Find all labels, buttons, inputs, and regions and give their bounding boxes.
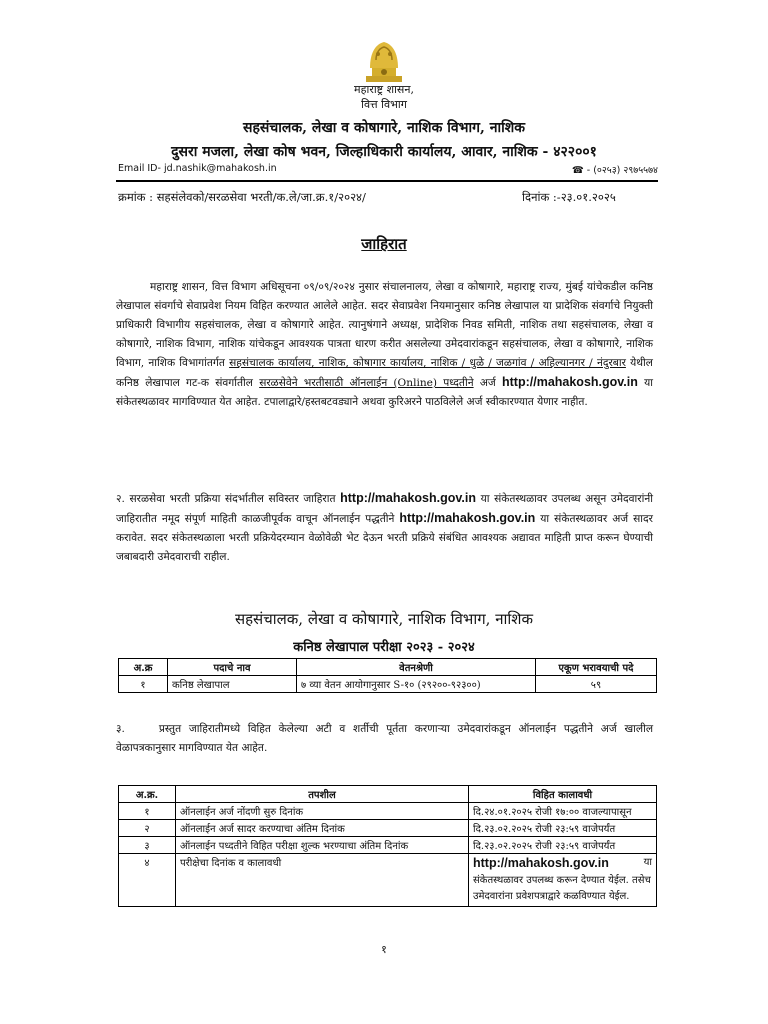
para2-text-c: या संकेतस्थळावर अर्ज सादर करावेत. सदर संकेतस्थळाला भरती प्रक्रियेदरम्यान वेळोवेळी भेट देऊन भरती प्रक्रिये संबंधित आवश्यक अद्यावत माहिती प्राप्त करून घेण्याची जबाबदारी उमेदवाराची राहील. xyxy=(116,513,653,563)
posts-table xyxy=(118,658,657,693)
cell-sr: १ xyxy=(119,676,168,693)
cell-pay-scale: ७ व्या वेतन आयोगानुसार S-१० (२९२००-९२३००) xyxy=(297,676,536,693)
cell-post: कनिष्ठ लेखापाल xyxy=(168,676,297,693)
page-number: १ xyxy=(381,943,387,956)
col-detail: तपशील xyxy=(176,786,469,803)
table-header-row xyxy=(119,659,657,676)
para1-text-b: येथील कनिष्ठ लेखापाल गट-क संवर्गातील xyxy=(116,357,653,389)
para2-number: २. xyxy=(116,493,125,505)
phone-icon: ☎ xyxy=(571,165,584,176)
col-total-posts: एकूण भरावयाची पदे xyxy=(536,659,657,676)
cell-sr: ४ xyxy=(119,854,176,907)
para2-text-b: या संकेतस्थळावर उपलब्ध असून उमेदवारांनी जाहिरातीत नमूद संपूर्ण माहिती काळजीपूर्वक वाचून ऑनलाईन पद्धतीने xyxy=(116,493,653,525)
gov-line-2: वित्त विभाग xyxy=(361,98,407,111)
paragraph-1 xyxy=(116,278,653,412)
table-row xyxy=(119,837,657,854)
office-address: दुसरा मजला, लेखा कोष भवन, जिल्हाधिकारी कार्यालय, आवार, नाशिक - ४२२००१ xyxy=(171,144,597,160)
table-row xyxy=(119,854,657,907)
col-sr: अ.क्र xyxy=(119,659,168,676)
cell-period xyxy=(469,854,657,907)
para1-offices: सहसंचालक कार्यालय, नाशिक, कोषागार कार्यालय, नाशिक / धुळे / जळगांव / अहिल्यानगर / नंदुरबार xyxy=(229,357,626,369)
cell-detail: परीक्षेचा दिनांक व कालावधी xyxy=(176,854,469,907)
col-period: विहित कालावधी xyxy=(469,786,657,803)
phone-block xyxy=(572,163,658,176)
mahakosh-link[interactable]: http://mahakosh.gov.in xyxy=(502,375,638,389)
para1-text-a: महाराष्ट्र शासन, वित्त विभाग अधिसूचना ०९/०९/२०२४ नुसार संचालनालय, लेखा व कोषागारे, महाराष्ट्र राज्य, मुंबई यांचेकडील कनिष्ठ लेखापाल संवर्गाचे सेवाप्रवेश नियम विहित करण्यात आलेले आहेत. सदर सेवाप्रवेश नियमानुसार कनिष्ठ लेखापाल या प्रादेशिक संवर्गाचे नियुक्ती प्राधिकारी विभागीय सहसंचालक, लेखा व कोषागारे आहेत. त्यानुषंगाने अध्यक्ष, प्रादेशिक निवड समिती, नाशिक तथा सहसंचालक, लेखा व कोषागारे, नाशिक विभाग, नाशिक यांचेकडून आवश्यक पात्रता धारण करीत असलेल्या उमेदवारांकडून सहसंचालक, लेखा व कोषागारे, नाशिक विभाग, नाशिक विभागांतर्गत xyxy=(116,281,653,369)
para1-online-mode: सरळसेवेने भरतीसाठी ऑनलाईन (Online) पध्दतीने xyxy=(259,377,474,389)
cell-sr: २ xyxy=(119,820,176,837)
section-office-title: सहसंचालक, लेखा व कोषागारे, नाशिक विभाग, नाशिक xyxy=(234,610,534,628)
para1-text-c: अर्ज xyxy=(473,377,502,389)
schedule-table xyxy=(118,785,657,907)
cell-period: दि.२३.०२.२०२५ रोजी २३:५९ वाजेपर्यंत xyxy=(469,837,657,854)
phone-number: - (०२५३) २९७५५७४ xyxy=(586,165,658,176)
col-pay-scale: वेतनश्रेणी xyxy=(297,659,536,676)
reference-date: दिनांक :-२३.०१.२०२५ xyxy=(522,190,616,204)
ashoka-emblem-icon xyxy=(362,38,406,84)
col-sr: अ.क्र. xyxy=(119,786,176,803)
cell-period: दि.२४.०१.२०२५ रोजी १७:०० वाजल्यापासून xyxy=(469,803,657,820)
cell-detail: ऑनलाईन अर्ज सादर करण्याचा अंतिम दिनांक xyxy=(176,820,469,837)
mahakosh-link[interactable]: http://mahakosh.gov.in xyxy=(340,491,476,505)
table-row xyxy=(119,676,657,693)
table-header-row xyxy=(119,786,657,803)
table-row xyxy=(119,820,657,837)
cell-sr: ३ xyxy=(119,837,176,854)
mahakosh-link[interactable]: http://mahakosh.gov.in xyxy=(473,856,609,870)
header-divider xyxy=(116,180,658,182)
table-row xyxy=(119,803,657,820)
notice-title: जाहिरात xyxy=(361,235,407,253)
cell-detail: ऑनलाईन पध्दतीने विहित परीक्षा शुल्क भरण्याचा अंतिम दिनांक xyxy=(176,837,469,854)
paragraph-3 xyxy=(116,720,653,758)
para1-text-d: या संकेतस्थळावर मागविण्यात येत आहेत. टपालाद्वारे/हस्तबटवड्याने अथवा कुरिअरने पाठविलेले अर्ज स्वीकारण्यात येणार नाहीत. xyxy=(116,377,654,408)
gov-line-1: महाराष्ट्र शासन, xyxy=(354,83,414,96)
cell-total-posts: ५९ xyxy=(536,676,657,693)
reference-number: क्रमांक : सहसंलेवको/सरळसेवा भरती/क.ले/जा.क्र.१/२०२४/ xyxy=(118,190,366,204)
mahakosh-link[interactable]: http://mahakosh.gov.in xyxy=(399,511,536,525)
contact-row xyxy=(118,163,658,174)
period-text-ya: या xyxy=(643,857,652,868)
col-post: पदाचे नाव xyxy=(168,659,297,676)
email-text: Email ID- jd.nashik@mahakosh.in xyxy=(118,163,277,174)
cell-sr: १ xyxy=(119,803,176,820)
paragraph-2 xyxy=(116,489,653,567)
para2-text-a: सरळसेवा भरती प्रक्रिया संदर्भातील सविस्तर जाहिरात xyxy=(129,493,341,505)
period-text-rest: संकेतस्थळावर उपलब्ध करून देण्यात येईल. तसेच उमेदवारांना प्रवेशपत्राद्वारे कळविण्यात येईल. xyxy=(473,875,651,902)
office-title: सहसंचालक, लेखा व कोषागारे, नाशिक विभाग, नाशिक xyxy=(242,120,526,136)
cell-period: दि.२३.०२.२०२५ रोजी २३:५९ वाजेपर्यंत xyxy=(469,820,657,837)
government-name xyxy=(0,82,768,112)
exam-title: कनिष्ठ लेखापाल परीक्षा २०२३ - २०२४ xyxy=(293,640,475,655)
cell-detail: ऑनलाईन अर्ज नोंदणी सुरु दिनांक xyxy=(176,803,469,820)
para3-text: प्रस्तुत जाहिरातीमध्ये विहित केलेल्या अटी व शर्तीची पूर्तता करणाऱ्या उमेदवारांकडून ऑनलाईन पद्धतीने अर्ज खालील वेळापत्रकानुसार मागविण्यात येत आहेत. xyxy=(116,723,653,754)
para3-number: ३. xyxy=(116,723,125,735)
